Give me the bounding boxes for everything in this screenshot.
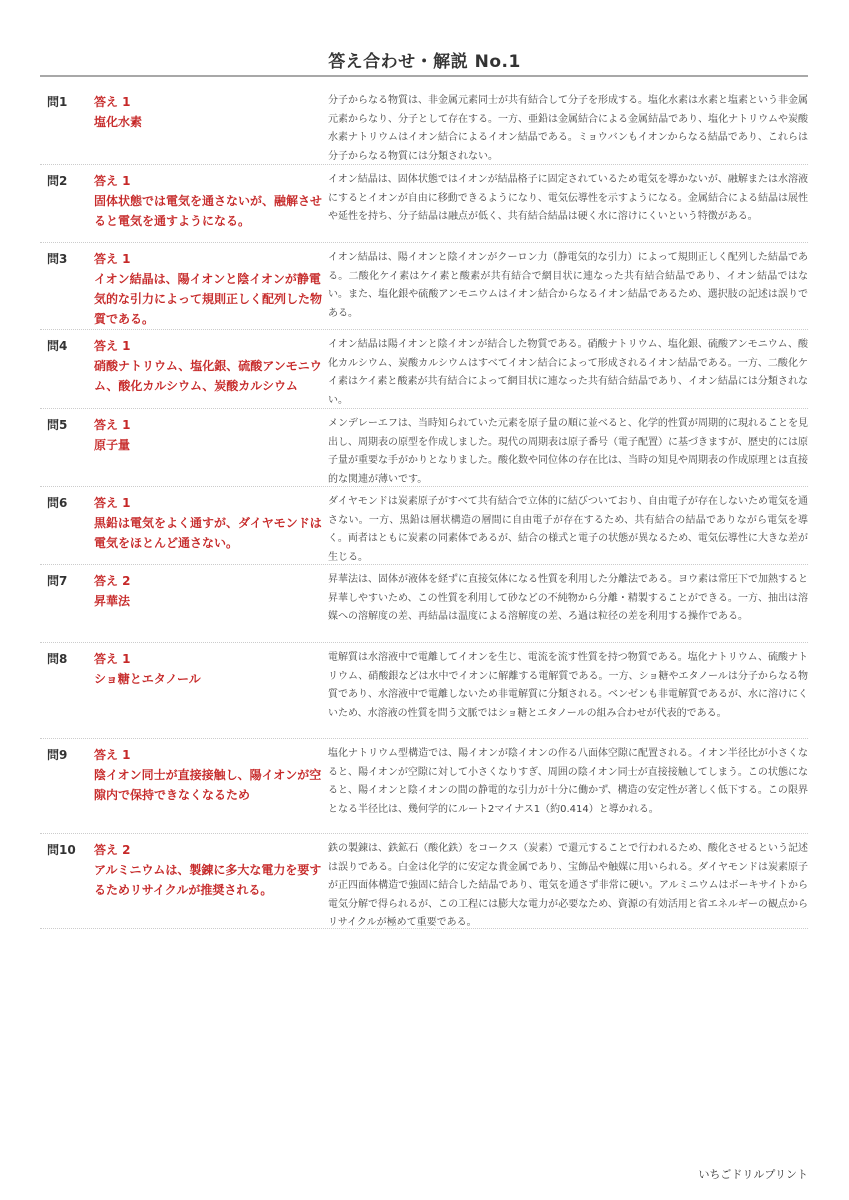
explanation: ダイヤモンドは炭素原子がすべて共有結合で立体的に結びついており、自由電子が存在しないため電気を通さない。一方、黒鉛は層状構造の層間に自由電子が存在するため、共有結合の結晶でありながら電気を導く。両者はともに炭素の同素体であるが、結合の様式と電子の状態が異なるため、電気伝導性に大きな差が生じる。 [328,496,808,563]
answer-label: 答え 1 [94,174,131,188]
explanation: メンデレーエフは、当時知られていた元素を原子量の順に並べると、化学的性質が周期的に現れることを見出し、周期表の原型を作成しました。現代の周期表は原子番号（電子配置）に基づきますが、歴史的には原子量が重要な手がかりとなりました。酸化数や同位体の存在比は、当時の知見や周期表の作成原理とは直接的な関連が薄いです。 [328,418,808,485]
answer-label: 答え 1 [94,252,131,266]
answer-text: 固体状態では電気を通さないが、融解させると電気を通すようになる。 [94,194,323,228]
question-number: 問8 [47,652,68,666]
question-number: 問7 [47,574,68,588]
answer-row [40,643,808,739]
explanation: イオン結晶は、陽イオンと陰イオンがクーロン力（静電気的な引力）によって規則正しく配列した結晶である。二酸化ケイ素はケイ素と酸素が共有結合で網目状に連なった共有結合結晶であり、イオン結晶ではない。また、塩化銀や硫酸アンモニウムはイオン結合からなるイオン結晶であるため、選択肢の記述は誤りである。 [328,252,808,319]
question-number: 問3 [47,252,68,266]
answer-text: イオン結晶は、陽イオンと陰イオンが静電気的な引力によって規則正しく配列した物質である。 [94,272,323,326]
answer-block [94,249,324,329]
answer-text: アルミニウムは、製錬に多大な電力を要するためリサイクルが推奨される。 [94,863,322,897]
question-number: 問6 [47,496,68,510]
answer-row [40,487,808,565]
title-divider [40,75,808,77]
explanation: 鉄の製錬は、鉄鉱石（酸化鉄）をコークス（炭素）で還元することで行われるため、酸化させるという記述は誤りである。白金は化学的に安定な貴金属であり、宝飾品や触媒に用いられる。ダイヤモンドは炭素原子が正四面体構造で強固に結合した結晶であり、電気を通さず非常に硬い。アルミニウムはボーキサイトから電気分解で得られるが、この工程には膨大な電力が必要なため、資源の有効活用と省エネルギーの観点からリサイクルが極めて重要である。 [328,843,808,928]
answer-row [40,243,808,330]
answer-row [40,739,808,834]
explanation: イオン結晶は、固体状態ではイオンが結晶格子に固定されているため電気を導かないが、融解または水溶液にするとイオンが自由に移動できるようになり、電気伝導性を示すようになる。金属結合による結晶は展性や延性を持ち、分子結晶は融点が低く、共有結合結晶は硬く水に溶けにくいという特徴がある。 [328,174,808,222]
answer-block [94,415,324,486]
explanation: 電解質は水溶液中で電離してイオンを生じ、電流を流す性質を持つ物質である。塩化ナトリウム、硫酸ナトリウム、硝酸銀などは水中でイオンに解離する電解質である。一方、ショ糖やエタノールは分子からなる物質であり、水溶液中で電離しないため非電解質に分類される。ベンゼンも非電解質であるが、水に溶けにくいため、水溶液の性質を問う文脈ではショ糖とエタノールの組み合わせが代表的である。 [328,652,808,719]
explanation: イオン結晶は陽イオンと陰イオンが結合した物質である。硝酸ナトリウム、塩化銀、硫酸アンモニウム、酸化カルシウム、炭酸カルシウムはすべてイオン結合によって形成されるイオン結晶である。一方、二酸化ケイ素はケイ素と酸素が共有結合によって網目状に連なった共有結合結晶であり、イオン結晶には分類されない。 [328,339,808,406]
answer-row [40,834,808,929]
answer-text: 陰イオン同士が直接接触し、陽イオンが空隙内で保持できなくなるため [94,768,322,802]
question-number: 問1 [47,95,68,109]
explanation: 昇華法は、固体が液体を経ずに直接気体になる性質を利用した分離法である。ヨウ素は常圧下で加熱すると昇華しやすいため、この性質を利用して砂などの不純物から分離・精製することができる。一方、抽出は溶媒への溶解度の差、再結晶は温度による溶解度の差、ろ過は粒径の差を利用する操作である。 [328,574,808,622]
answer-block [94,493,324,564]
answer-list [40,86,808,929]
answer-label: 答え 1 [94,418,131,432]
question-number: 問2 [47,174,68,188]
answer-block [94,840,324,928]
question-number: 問9 [47,748,68,762]
answer-row [40,330,808,409]
explanation: 塩化ナトリウム型構造では、陽イオンが陰イオンの作る八面体空隙に配置される。イオン半径比が小さくなると、陽イオンが空隙に対して小さくなりすぎ、周囲の陰イオン同士が直接接触してしまう。この状態になると、陽イオンと陰イオンの間の静電的な引力が十分に働かず、構造の安定性が著しく低下する。この限界となる半径比は、幾何学的にルート2マイナス1（約0.414）と導かれる。 [328,748,808,815]
page-title: 答え合わせ・解説 No.1 [328,52,521,72]
answer-row [40,409,808,487]
answer-text: 昇華法 [94,594,131,608]
answer-block [94,745,324,833]
answer-row [40,565,808,643]
answer-row [40,165,808,243]
answer-block [94,571,324,642]
answer-text: 黒鉛は電気をよく通すが、ダイヤモンドは電気をほとんど通さない。 [94,516,322,550]
answer-block [94,171,324,242]
answer-block [94,92,324,164]
answer-label: 答え 2 [94,574,131,588]
answer-label: 答え 1 [94,339,131,353]
question-number: 問10 [47,843,76,857]
answer-label: 答え 1 [94,95,131,109]
answer-label: 答え 1 [94,748,131,762]
footer-brand: いちごドリルプリント [698,1168,808,1181]
question-number: 問5 [47,418,68,432]
answer-text: ショ糖とエタノール [94,672,201,686]
answer-block [94,649,324,738]
question-number: 問4 [47,339,68,353]
answer-row [40,86,808,165]
explanation: 分子からなる物質は、非金属元素同士が共有結合して分子を形成する。塩化水素は水素と塩素という非金属元素からなり、分子として存在する。一方、亜鉛は金属結合による金属結晶であり、塩化ナトリウムや炭酸水素ナトリウムはイオン結合によるイオン結晶である。ミョウバンもイオンからなる結晶であり、これらは分子からなる物質には分類されない。 [328,95,808,162]
answer-text: 硝酸ナトリウム、塩化銀、硫酸アンモニウム、酸化カルシウム、炭酸カルシウム [94,359,322,393]
answer-label: 答え 2 [94,843,131,857]
answer-text: 塩化水素 [94,115,143,129]
answer-label: 答え 1 [94,652,131,666]
answer-text: 原子量 [94,438,131,452]
answer-label: 答え 1 [94,496,131,510]
answer-block [94,336,324,408]
